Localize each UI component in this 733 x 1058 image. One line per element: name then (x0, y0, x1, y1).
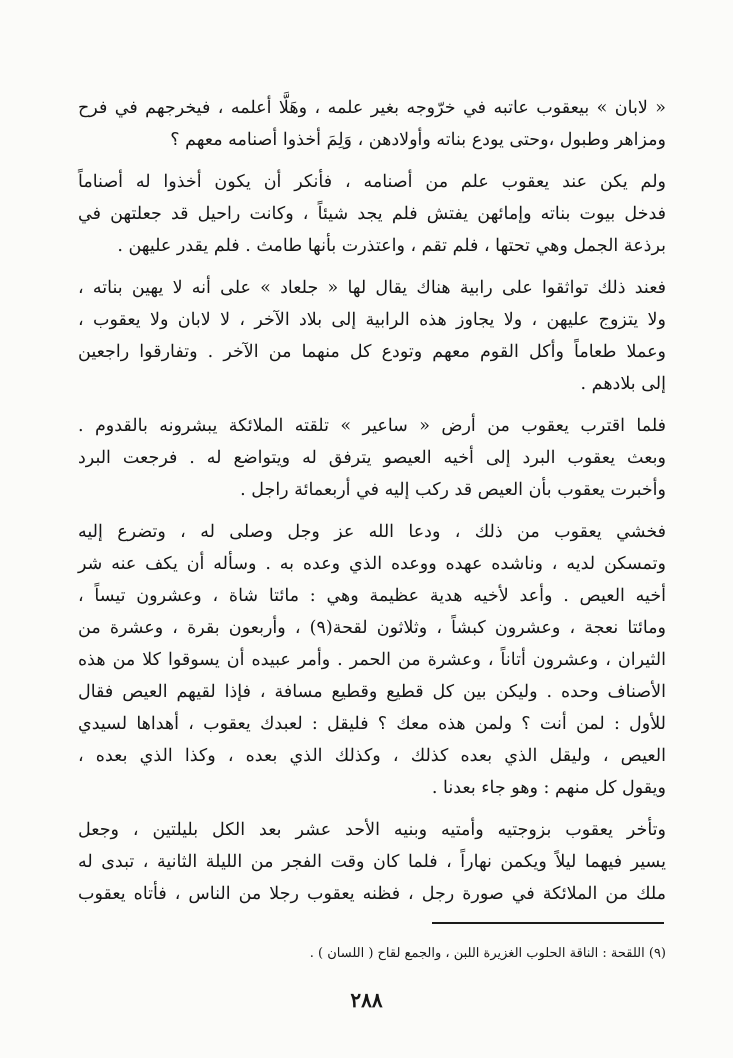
text-line: فدخل بيوت بناته وإمائهن يفتش فلم يجد شيئاً ، وكانت راحيل قد جعلتهن في (78, 204, 666, 224)
paragraph (78, 92, 666, 156)
paragraph (78, 272, 666, 400)
text-line: العيص ، وليقل الذي بعده كذلك ، وكذلك الذي بعده ، وكذا الذي بعده ، (78, 746, 666, 766)
text-line: إلى بلادهم . (580, 374, 666, 394)
footnote: (٩) اللقحة : الناقة الحلوب الغزيرة اللبن ، والجمع لقاح ( اللسان ) . (309, 946, 666, 961)
text-line: ولا يتزوج عليهن ، ولا يجاوز هذه الرابية إلى بلاد الآخر ، لا لابان ولا يعقوب ، (78, 310, 666, 330)
text-line: « لابان » بيعقوب عاتبه في خرّوجه بغير علمه ، وهَلَّا أعلمه ، فيخرجهم في فرح (78, 98, 666, 118)
text-line: الثيران ، وعشرون أتاناً ، وعشرة من الحمر . وأمر عبيده أن يسوقوا كلا من هذه (78, 650, 666, 670)
text-line: ملك من الملائكة في صورة رجل ، فظنه يعقوب رجلا من الناس ، فأتاه يعقوب (78, 884, 666, 904)
paragraph (78, 166, 666, 262)
paragraph (78, 410, 666, 506)
text-line: وعملا طعاماً وأكل القوم معهم وتودع كل منهما من الآخر . وتفارقوا راجعين (78, 342, 666, 362)
text-line: وبعث يعقوب البرد إلى أخيه العيصو يترفق له ويتواضع له . فرجعت البرد (78, 448, 666, 468)
text-line: وتمسكن لديه ، وناشده عهده ووعده الذي وعده به . وسأله أن يكف عنه شر (78, 554, 666, 574)
text-line: فخشي يعقوب من ذلك ، ودعا الله عز وجل وصلى له ، وتضرع إليه (78, 522, 666, 542)
text-line: ويقول كل منهم : وهو جاء بعدنا . (431, 778, 666, 798)
text-line: يسير فيهما ليلاً ويكمن نهاراً ، فلما كان وقت الفجر من الليلة الثانية ، تبدى له (78, 852, 666, 872)
page-number: ٢٨٨ (350, 988, 383, 1012)
text-line: وتأخر يعقوب بزوجتيه وأمتيه وبنيه الأحد عشر بعد الكل بليلتين ، وجعل (78, 820, 666, 840)
text-line: وأخبرت يعقوب بأن العيص قد ركب إليه في أربعمائة راجل . (240, 480, 666, 500)
paragraph (78, 516, 666, 804)
text-line: ولم يكن عند يعقوب علم من أصنامه ، فأنكر أن يكون أخذوا له أصناماً (78, 172, 666, 192)
paragraph (78, 814, 666, 910)
text-line: برذعة الجمل وهي تحتها ، فلم تقم ، واعتذرت بأنها طامث . فلم يقدر عليهن . (117, 236, 666, 256)
text-line: الأصناف وحده . وليكن بين كل قطيع وقطيع مسافة ، فإذا لقيهم العيص فقال (78, 682, 666, 702)
text-line: ومزاهر وطبول ،وحتى يودع بناته وأولادهن ، وَلِمَ أخذوا أصنامه معهم ؟ (170, 130, 666, 150)
text-line: أخيه العيص . وأعد لأخيه هدية عظيمة وهي : مائتا شاة ، وعشرون تيساً ، (78, 586, 666, 606)
text-line: للأول : لمن أنت ؟ ولمن هذه معك ؟ فليقل : لعبدك يعقوب ، أهداها لسيدي (78, 714, 666, 734)
text-line: فعند ذلك تواثقوا على رابية هناك يقال لها « جلعاد » على أنه لا يهين بناته ، (78, 278, 666, 298)
text-line: ومائتا نعجة ، وعشرون كبشاً ، وثلاثون لقحة(٩) ، وأربعون بقرة ، وعشرة من (78, 618, 666, 638)
text-line: فلما اقترب يعقوب من أرض « ساعير » تلقته الملائكة يبشرونه بالقدوم . (78, 416, 666, 436)
footnote-divider (432, 922, 664, 924)
body-text (78, 92, 666, 920)
